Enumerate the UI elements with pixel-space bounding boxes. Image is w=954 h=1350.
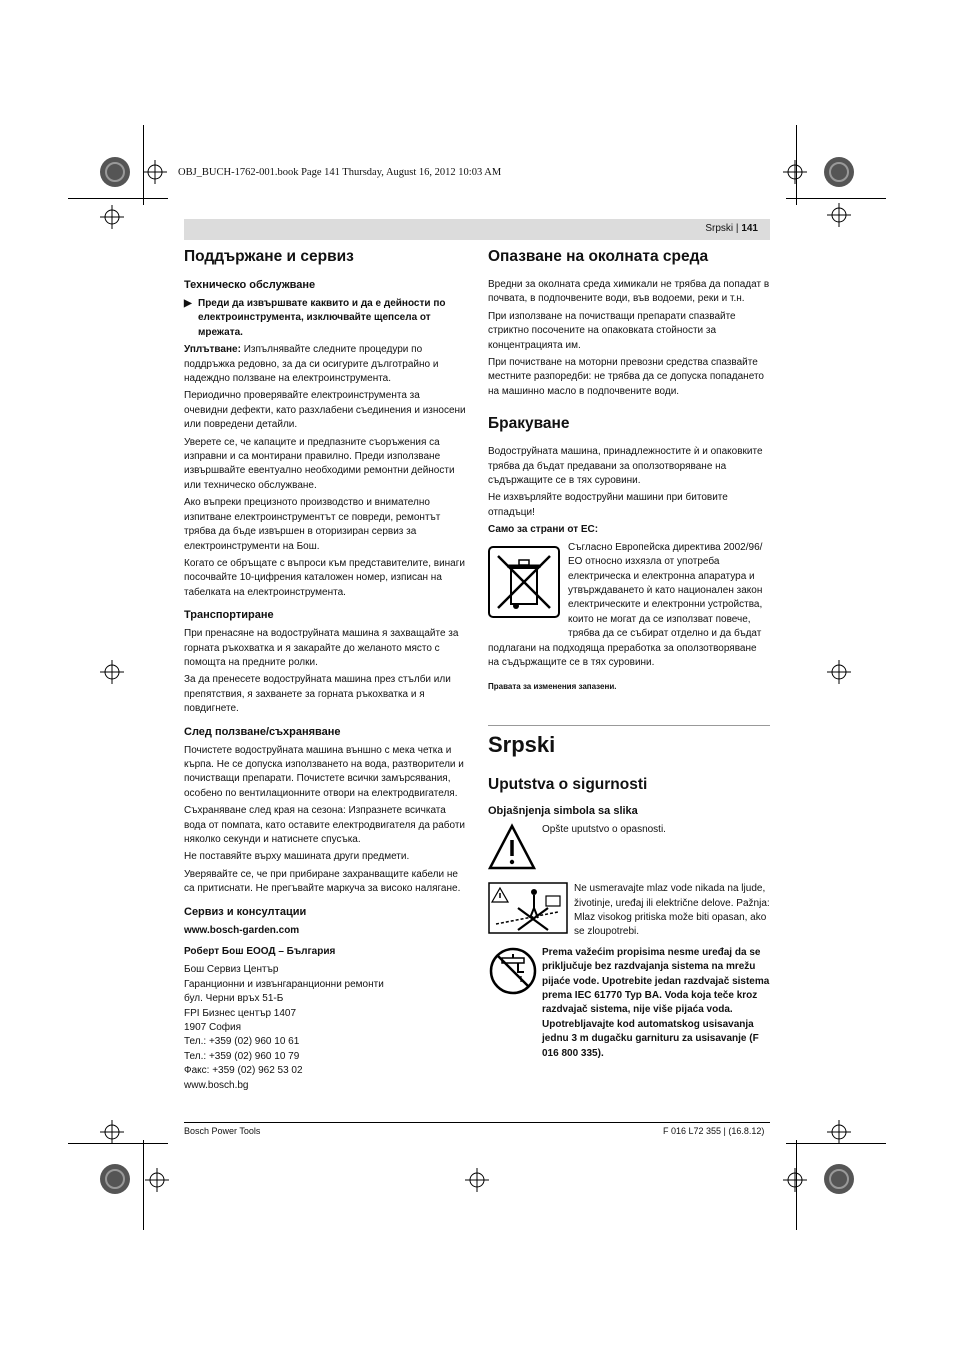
symbol-text: Ne usmeravajte mlaz vode nikada na ljude, životinje, uređaj ili električne delove. Pažnja: Mlaz visokog pritiska može biti opasan, ako se zloupotrebi. [574,883,770,938]
label-bold: Уплътване: [184,344,241,356]
crop-line [786,1143,886,1144]
crosshair-mark [143,160,167,184]
crop-line [143,1140,144,1230]
paragraph: Ако въпреки прецизното производство и внимателно изпитване електроинструментът се повреди, ремонтът трябва да бъде извършен в оторизиран сервиз за електроинструменти на Бош. [184,497,441,552]
paragraph: Не изхвърляйте водоструйни машини при битовите отпадъци! [488,492,728,518]
paragraph: Не поставяйте върху машината други предмети. [184,851,410,863]
section-title-maintenance: Поддържане и сервиз [184,248,354,265]
footer-brand: Bosch Power Tools [184,1126,261,1136]
symbol-row [488,946,770,1061]
crop-line [796,1140,797,1230]
address-line: Тел.: +359 (02) 960 10 61 [184,1036,300,1048]
address-line: Тел.: +359 (02) 960 10 79 [184,1050,300,1062]
service-address [184,963,466,1093]
paragraph: За да пренесете водоструйната машина през стълби или препятствия, я захванете за горната ръкохватка и я повдигнете. [184,674,451,715]
crossed-bin-icon [488,541,568,642]
symbol-row [488,882,770,940]
service-company: Роберт Бош ЕООД – България [184,946,336,958]
footer-rule [184,1122,770,1123]
paragraph: Периодично проверявайте електроинструмента за очевидни дефекти, като разхлабени съединения и износени или повредени детайли. [184,390,466,431]
language-title: Srpski [488,731,556,757]
crosshair-mark [827,660,851,684]
crosshair-mark [465,1168,489,1192]
print-info: OBJ_BUCH-1762-001.book Page 141 Thursday, August 16, 2012 10:03 AM [178,167,502,178]
left-column [184,248,466,1093]
heading-after-use: След ползване/съхраняване [184,725,341,738]
paragraph: Съхраняване след края на сезона: Изпразнете всичката вода от помпата, като оставите електродвигателя да работи няколко секунди и натиснете спусъка. [184,805,466,845]
warning-triangle-icon [488,823,542,876]
weee-block [488,541,770,642]
crosshair-mark [100,205,124,229]
header-language: Srpski [705,223,734,234]
address-line: www.bosch.bg [184,1079,249,1091]
page-header [184,219,770,240]
section-title-safety: Uputstva o sigurnosti [488,775,648,793]
heading-transport: Транспортиране [184,609,274,622]
address-line: Бош Сервиз Център [184,964,279,976]
header-text: Srpski | 141 [705,223,758,234]
weee-text-continued: подлагани на подходяща преработка за оползотворяване на съдържащите се в тях суровини. [488,642,757,668]
section-title-environment: Опазване на околната среда [488,248,709,265]
address-line: Факс: +359 (02) 962 53 02 [184,1065,303,1077]
paragraph: При пренасяне на водоструйната машина я захващайте за горната ръкохватка и я закарайте до желаното място с помощта на предните ролки. [184,628,459,668]
footer-document-number: F 016 L72 355 | (16.8.12) [663,1126,765,1136]
paragraph: Водоструйната машина, принадлежностите ѝ и опаковките трябва да бъдат предавани за оползотворяване на съдържащите се в тях суровини. [488,446,763,487]
paragraph: Когато се обръщате с въпроси към представителите, винаги посочвайте 10-цифрения каталожен номер, изписан на табелката на електроинструмента. [184,557,465,598]
page-number: 141 [741,223,758,234]
symbol-text: Opšte uputstvo o opasnosti. [542,823,666,835]
no-tap-connection-icon [488,946,542,1001]
arrow-right-icon: ▶ [184,298,192,309]
heading-service: Сервиз и консултации [184,905,307,918]
crosshair-mark [145,1168,169,1192]
paragraph: Уверявайте се, че при прибиране захранващите кабели не са притиснати. Не прегъвайте маркуча за високо налягане. [184,868,461,895]
warning-bullet [184,297,466,340]
registration-mark [822,1162,856,1196]
eu-label: Само за страни от ЕС: [488,524,599,536]
address-line: 1907 София [184,1022,242,1034]
weee-text: Съгласно Европейска директива 2002/96/ЕО относно изхязла от употреба електрическа и електронна апаратура и утвърждаването ѝ като национален закон електрическите и електронни устройства, които не могат да се използват повече, трябва да се събират отделно и да бъдат [568,541,763,640]
paragraph [184,343,466,386]
crosshair-mark [783,160,807,184]
crop-line [786,198,886,199]
paragraph: При почистване на моторни превозни средства спазвайте местните разпоредби: не трябва да се допуска попадането на машинно масло в подпочвените води. [488,357,764,397]
right-column [488,248,770,1067]
registration-mark [98,155,132,189]
crop-line [143,125,144,205]
registration-mark [98,1162,132,1196]
heading-maintenance: Техническо обслужване [184,279,316,291]
address-line: Гаранционни и извънгаранционни ремонти [184,978,384,990]
warning-text: Преди да извършвате каквито и да е дейности по електроинструмента, изключвайте щепсела от мрежата. [198,298,446,338]
address-line: бул. Черни връх 51-Б [184,993,284,1005]
symbol-row [488,823,770,876]
service-website: www.bosch-garden.com [184,924,300,936]
crosshair-mark [827,203,851,227]
paragraph: Вредни за околната среда химикали не трябва да попадат в почвата, в подпочвените води, във водоеми, реки и т.н. [488,279,770,305]
section-divider [488,725,770,726]
address-line: FPI Бизнес център 1407 [184,1007,297,1019]
crop-line [68,1143,168,1144]
crosshair-mark [100,660,124,684]
paragraph: При използване на почистващи препарати спазвайте стриктно посочените на опаковката стойности за концентрацията им. [488,310,736,351]
paragraph: Уверете се, че капаците и предпазните съоръжения са изправни и са монтирани правилно. Преди използване извършвайте евентуално необходими ремонтни дейности или техническо обслужване. [184,436,455,491]
section-title-disposal: Бракуване [488,415,570,433]
heading-symbols: Objašnjenja simbola sa slika [488,804,638,817]
symbol-text: Prema važećim propisima nesme uređaj da se priključuje bez razdvajanja sistema na mrežu pijaće vode. Upotrebite jedan razdvajač sistema prema IEC 61770 Typ BA. Voda koja teče kroz razdvajač sistema, nije više pijaća voda. Upotrebljavajte kod automatskog usisavanja jednu 3 m dugačku garnituru za usisavanje (F 016 800 335). [542,946,770,1059]
paragraph: Почистете водоструйната машина външно с мека четка и кърпа. Не се допуска използването на вода, разтворители и почистващи препарати. Почистете всички замърсявания, особено по вентилационните отвори на електродвигателя. [184,744,464,799]
crop-line [796,125,797,205]
crosshair-mark [100,1120,124,1144]
rights-notice: Правата за изменения запазени. [488,682,617,692]
crop-line [68,198,168,199]
registration-mark [822,155,856,189]
crosshair-mark [827,1120,851,1144]
crosshair-mark [783,1168,807,1192]
no-spray-at-people-icon [488,882,574,939]
paragraph-text: Изпълнявайте следните процедури по поддръжка редовно, за да си осигурите дълготрайно и надеждно ползване на електроинструмента. [184,344,439,385]
